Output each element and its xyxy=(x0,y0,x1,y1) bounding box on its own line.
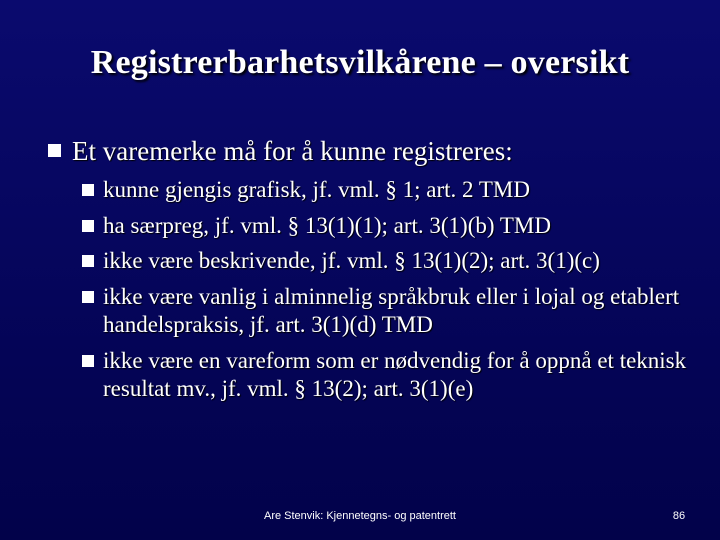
sub-bullet-text: ikke være vanlig i alminnelig språkbruk eller i lojal og etablert handelspraksis, jf. art. 3(1)(d) TMD xyxy=(103,283,680,337)
sub-bullet-list xyxy=(82,176,702,411)
main-bullet-text: Et varemerke må for å kunne registreres: xyxy=(72,136,513,166)
square-bullet-icon xyxy=(82,355,94,367)
slide-footer: Are Stenvik: Kjennetegns- og patentrett xyxy=(263,510,456,522)
sub-bullet-text: ha særpreg, jf. vml. § 13(1)(1); art. 3(1)(b) TMD xyxy=(103,212,551,238)
slide-title: Registrerbarhetsvilkårene – oversikt xyxy=(90,44,630,81)
square-bullet-icon xyxy=(82,291,94,303)
list-item xyxy=(82,247,702,276)
sub-bullet-text: kunne gjengis grafisk, jf. vml. § 1; art. 2 TMD xyxy=(103,177,530,202)
sub-bullet-text: ikke være en vareform som er nødvendig for å oppnå et teknisk resultat mv., jf. vml. § 13(2); art. 3(1)(e) xyxy=(103,347,687,401)
list-item xyxy=(82,283,702,340)
list-item xyxy=(82,347,702,404)
square-bullet-icon xyxy=(82,184,94,196)
list-item xyxy=(82,212,702,241)
square-bullet-icon xyxy=(82,220,94,232)
list-item xyxy=(82,176,702,205)
sub-bullet-text: ikke være beskrivende, jf. vml. § 13(1)(2); art. 3(1)(c) xyxy=(103,248,600,273)
page-number: 86 xyxy=(672,510,686,522)
square-bullet-icon xyxy=(48,144,61,157)
square-bullet-icon xyxy=(82,255,94,267)
